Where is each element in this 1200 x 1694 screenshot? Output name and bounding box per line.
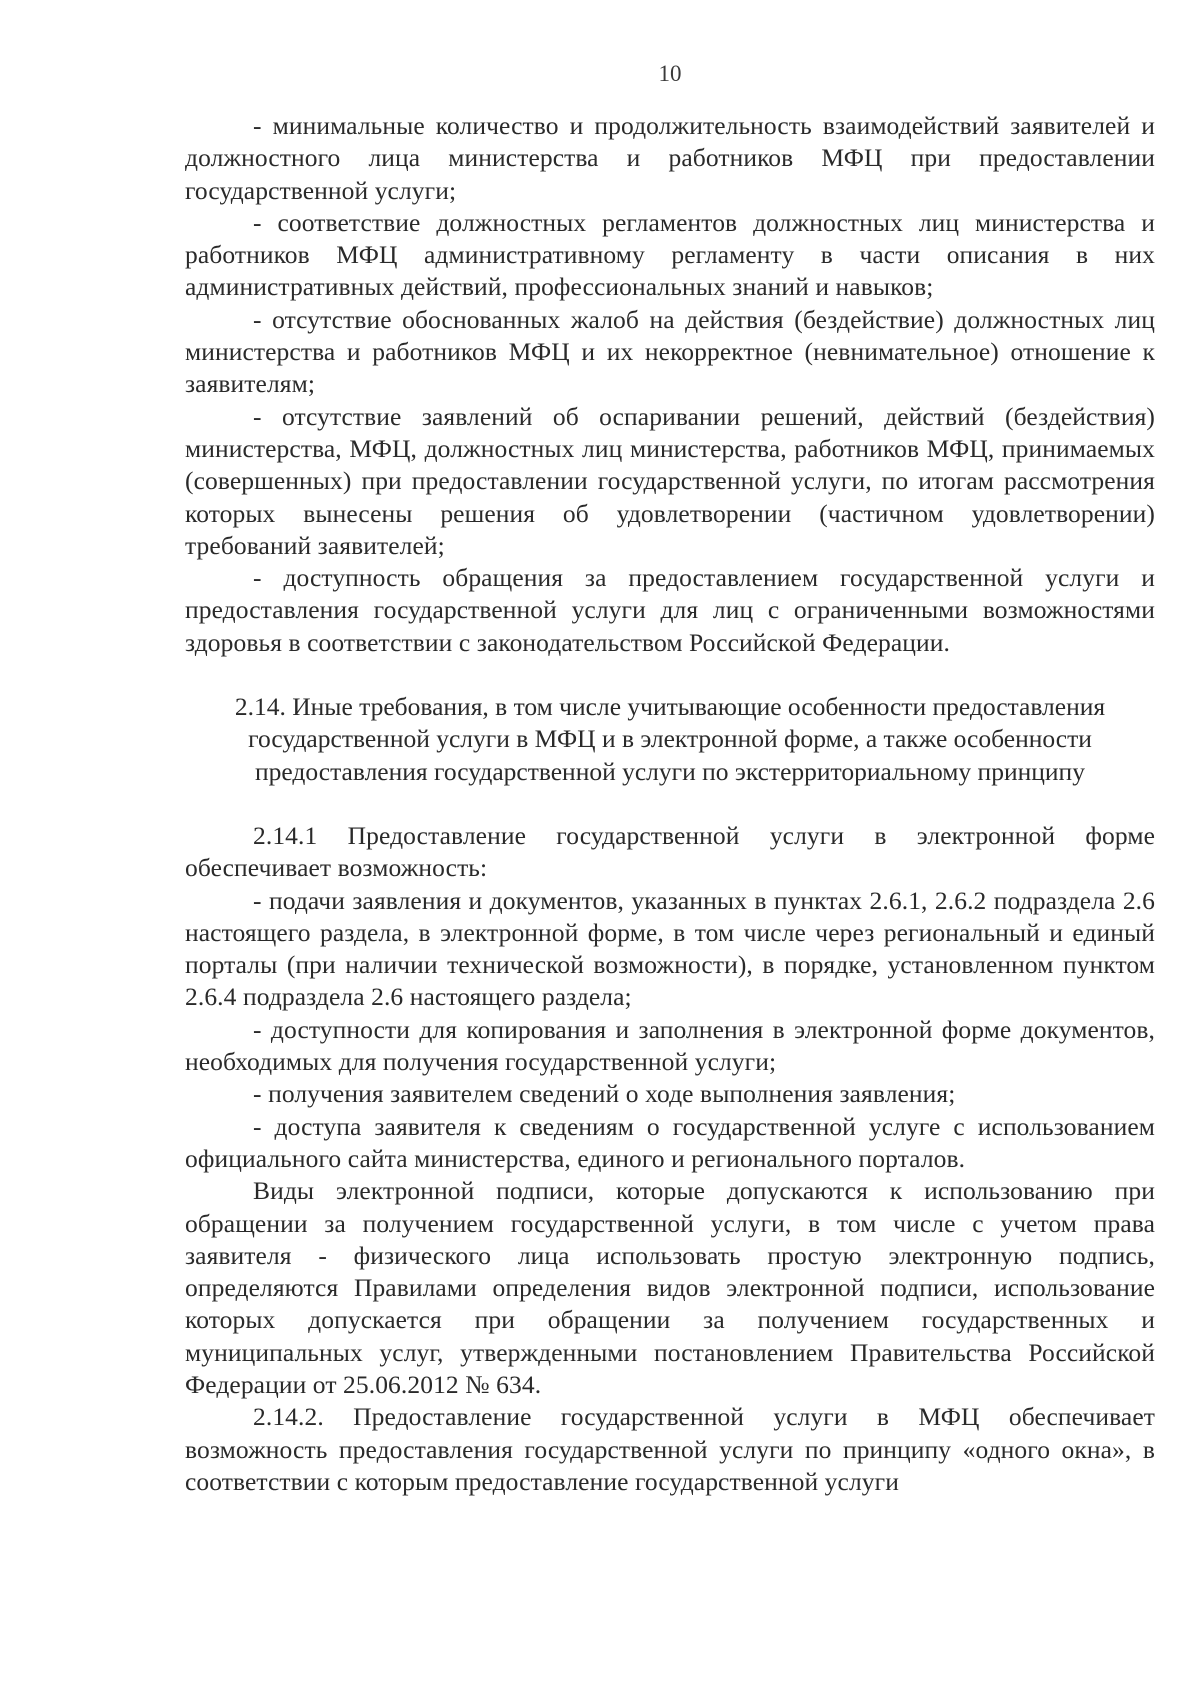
paragraph-e-signature: Виды электронной подписи, которые допускаются к использованию при обращении за получением государственной услуги, в том числе с учетом права заявителя - физического лица использовать простую электронную подпись, определяются Правилами определения видов электронной подписи, использование которых допускается при обращении за получением государственных и муниципальных услуг, утвержденными постановлением Правительства Российской Федерации от 25.06.2012 № 634. — [185, 1176, 1155, 1399]
paragraph-min-interactions: - минимальные количество и продолжительность взаимодействий заявителей и должностного лица министерства и работников МФЦ при предоставлении государственной услуги; — [185, 111, 1155, 205]
page-number: 10 — [658, 61, 682, 86]
paragraph-submission: - подачи заявления и документов, указанных в пунктах 2.6.1, 2.6.2 подраздела 2.6 настоящего раздела, в электронной форме, в том числе через региональный и единый порталы (при наличии технической возможности), в порядке, установленном пунктом 2.6.4 подраздела 2.6 настоящего раздела; — [185, 885, 1155, 1012]
document-page — [185, 58, 1155, 1498]
paragraph-info-access: - доступа заявителя к сведениям о государственной услуге с использованием официального сайта министерства, единого и регионального порталов. — [185, 1111, 1155, 1173]
paragraph-no-appeals: - отсутствие заявлений об оспаривании решений, действий (бездействия) министерства, МФЦ, должностных лиц министерства, работников МФЦ, принимаемых (совершенных) при предоставлении государственной услуги, по итогам рассмотрения которых вынесены решения об удовлетворении (частичном удовлетворении) требований заявителей; — [185, 401, 1155, 560]
paragraph-copy-fill: - доступности для копирования и заполнения в электронной форме документов, необходимых для получения государственной услуги; — [185, 1014, 1155, 1077]
section-heading — [185, 691, 1155, 788]
paragraph-status-info: - получения заявителем сведений о ходе выполнения заявления; — [253, 1079, 956, 1109]
section-heading-line: предоставления государственной услуги по экстерриториальному принципу — [255, 756, 1085, 786]
paragraph-2-14-2: 2.14.2. Предоставление государственной услуги в МФЦ обеспечивает возможность предоставления государственной услуги по принципу «одного окна», в соответствии с которым предоставление государственной услуги — [185, 1402, 1155, 1496]
paragraph-2-14-1: 2.14.1 Предоставление государственной услуги в электронной форме обеспечивает возможность: — [185, 820, 1155, 883]
section-heading-line: 2.14. Иные требования, в том числе учитывающие особенности предоставления — [234, 692, 1106, 722]
paragraph-accessibility: - доступность обращения за предоставлением государственной услуги и предоставления государственной услуги для лиц с ограниченными возможностями здоровья в соответствии с законодательством Российской Федерации. — [185, 563, 1155, 657]
paragraph-regulations-compliance: - соответствие должностных регламентов должностных лиц министерства и работников МФЦ административному регламенту в части описания в них административных действий, профессиональных знаний и навыков; — [185, 207, 1155, 302]
section-heading-line: государственной услуги в МФЦ и в электронной форме, а также особенности — [248, 724, 1092, 754]
paragraph-no-complaints: - отсутствие обоснованных жалоб на действия (бездействие) должностных лиц министерства и работников МФЦ и их некорректное (невнимательное) отношение к заявителям; — [185, 304, 1155, 399]
